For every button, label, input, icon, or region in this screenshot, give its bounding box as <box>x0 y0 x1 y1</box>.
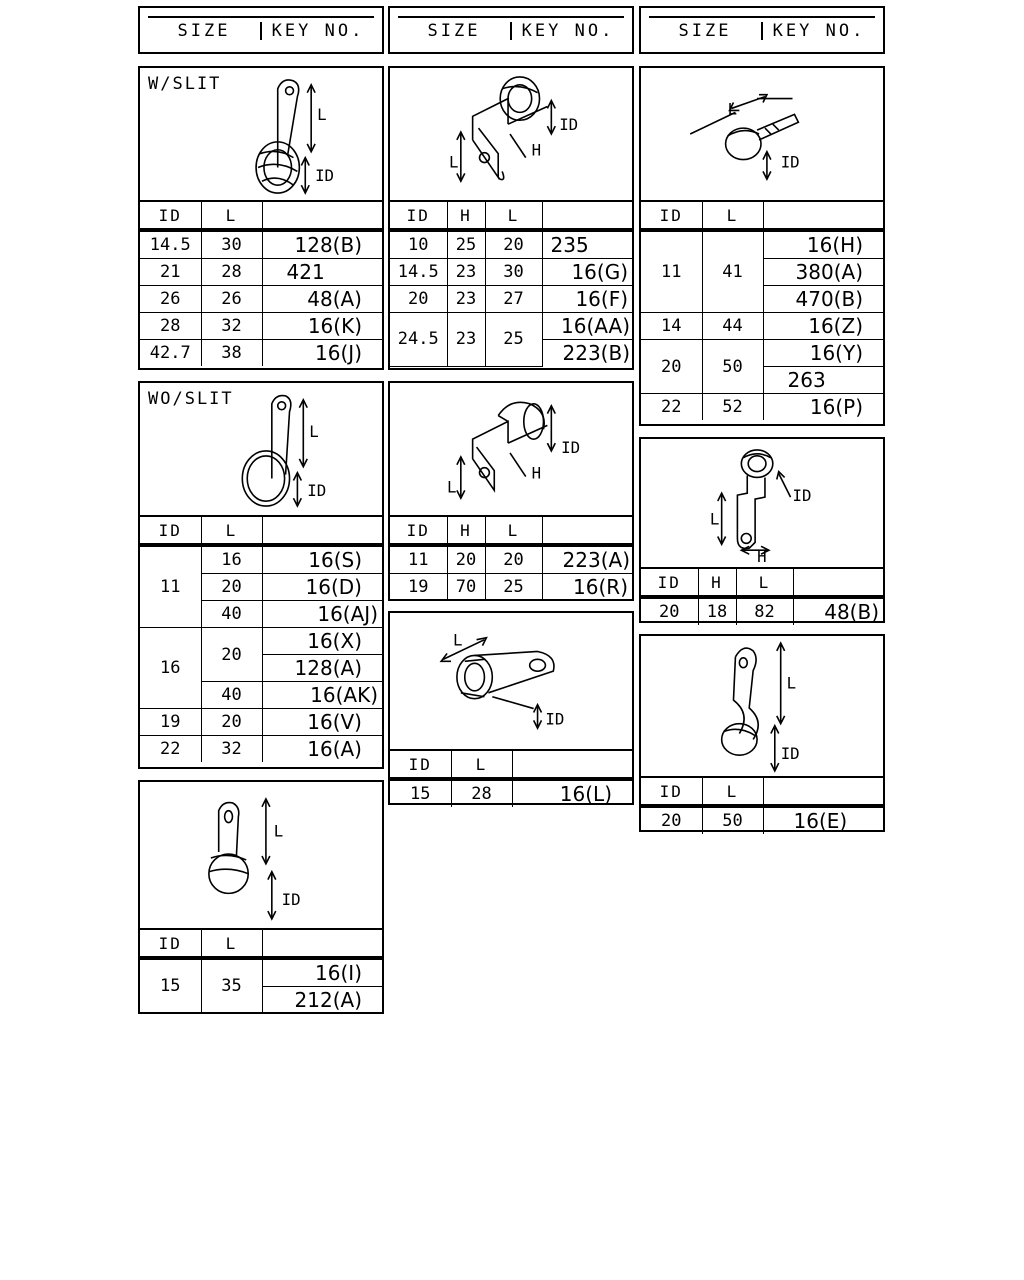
cell-h: 20 <box>447 545 485 574</box>
panel-w-slit <box>138 66 384 370</box>
bracket-slit-drawing <box>390 68 632 202</box>
table-row <box>641 597 883 625</box>
cell-key: 48(A) <box>262 286 382 313</box>
col-key <box>763 777 883 806</box>
cell-key: 16(H) <box>763 230 883 259</box>
cell-key: 16(X) <box>262 628 382 655</box>
spring-clip-drawing <box>140 782 382 928</box>
col-key <box>262 516 382 545</box>
cell-l: 41 <box>702 230 763 313</box>
dim-id-label: ID <box>561 437 581 457</box>
cushion-clamp-drawing <box>390 613 632 749</box>
cell-l: 20 <box>201 709 262 736</box>
cell-key: 16(S) <box>262 545 382 574</box>
dim-l-label: L <box>727 99 738 119</box>
cell-key: 128(A) <box>262 655 382 682</box>
panel-wo-slit-label: WO/SLIT <box>148 389 234 409</box>
cell-id: 21 <box>140 259 201 286</box>
cell-id: 20 <box>641 806 702 834</box>
table-row <box>140 230 382 259</box>
cell-key: 16(P) <box>763 394 883 421</box>
cell-l: 20 <box>201 574 262 601</box>
table-row <box>641 340 883 367</box>
cell-id: 28 <box>140 313 201 340</box>
cell-id: 19 <box>140 709 201 736</box>
cell-key: 128(B) <box>262 230 382 259</box>
cell-l: 50 <box>702 340 763 394</box>
cell-id: 15 <box>390 779 451 807</box>
panel-cushion-clamp <box>388 611 634 805</box>
cell-l: 25 <box>485 574 542 601</box>
col-id: ID <box>140 516 201 545</box>
col-id: ID <box>641 777 702 806</box>
panel-ring-clamp <box>639 66 885 426</box>
table-row <box>390 545 632 574</box>
bracket-plain-table <box>390 515 632 600</box>
col-id: ID <box>641 201 702 230</box>
cell-l: 20 <box>201 628 262 682</box>
table-row <box>140 628 382 655</box>
table-row <box>140 958 382 987</box>
header-key-label: KEY NO. <box>521 21 615 41</box>
cell-key: 223(B) <box>542 340 632 367</box>
col-l: L <box>702 777 763 806</box>
col-h: H <box>447 516 485 545</box>
cell-id: 22 <box>641 394 702 421</box>
table-row <box>140 545 382 574</box>
header-size-label: SIZE <box>649 22 763 40</box>
header-key-label: KEY NO. <box>271 21 365 41</box>
table-row <box>390 230 632 259</box>
cell-id: 10 <box>390 230 447 259</box>
col-id: ID <box>390 201 447 230</box>
col-l: L <box>485 516 542 545</box>
cell-l: 28 <box>451 779 512 807</box>
wo-slit-clamp-drawing <box>140 383 382 517</box>
cell-key: 16(J) <box>262 340 382 367</box>
dim-id-label: ID <box>559 115 579 135</box>
col-l: L <box>736 568 793 597</box>
cell-l: 28 <box>201 259 262 286</box>
cell-h: 23 <box>447 313 485 367</box>
dim-h-label: H <box>757 547 767 567</box>
panel-standoff-clamp <box>639 437 885 623</box>
cell-key: 16(R) <box>542 574 632 601</box>
table-row <box>140 736 382 763</box>
dim-id-label: ID <box>545 709 565 729</box>
dim-l-label: L <box>786 673 797 693</box>
table-row <box>641 806 883 834</box>
standoff-clamp-drawing <box>641 439 883 569</box>
dim-id-label: ID <box>792 486 812 506</box>
header-col-2 <box>388 6 634 54</box>
cell-key: 421 <box>262 259 382 286</box>
dim-l-label: L <box>709 509 720 529</box>
cell-id: 16 <box>140 628 201 709</box>
col-key <box>793 568 883 597</box>
cell-key: 16(I) <box>262 958 382 987</box>
dim-id-label: ID <box>307 481 327 501</box>
cell-h: 23 <box>447 286 485 313</box>
cell-id: 14.5 <box>140 230 201 259</box>
cell-l: 82 <box>736 597 793 625</box>
col-l: L <box>201 929 262 958</box>
standoff-clamp-table <box>641 567 883 625</box>
table-row <box>390 779 632 807</box>
cell-key: 16(G) <box>542 259 632 286</box>
col-key <box>763 201 883 230</box>
table-row <box>641 230 883 259</box>
col-l: L <box>485 201 542 230</box>
w-slit-clamp-drawing <box>140 68 382 202</box>
cell-id: 20 <box>641 597 698 625</box>
col-h: H <box>447 201 485 230</box>
dim-h-label: H <box>531 140 542 160</box>
header-key-label: KEY NO. <box>772 21 866 41</box>
col-l: L <box>201 516 262 545</box>
panel-w-slit-label: W/SLIT <box>148 74 222 94</box>
table-row <box>390 574 632 601</box>
cell-key: 16(Y) <box>763 340 883 367</box>
dim-id-label: ID <box>780 152 800 172</box>
cell-key: 16(AJ) <box>262 601 382 628</box>
panel-spring-clip <box>138 780 384 1014</box>
cell-key: 263 <box>763 367 883 394</box>
col-l: L <box>201 201 262 230</box>
col-id: ID <box>390 516 447 545</box>
wo-slit-table <box>140 515 382 762</box>
col-id: ID <box>140 201 201 230</box>
cell-id: 24.5 <box>390 313 447 367</box>
panel-p-clip <box>639 634 885 832</box>
cell-key: 16(V) <box>262 709 382 736</box>
dim-h-label: H <box>531 463 542 483</box>
cell-id: 42.7 <box>140 340 201 367</box>
cell-l: 40 <box>201 601 262 628</box>
cell-l: 38 <box>201 340 262 367</box>
panel-wo-slit <box>138 381 384 769</box>
table-row <box>390 259 632 286</box>
cell-key: 16(E) <box>763 806 883 834</box>
dim-id-label: ID <box>281 890 301 910</box>
cell-l: 32 <box>201 313 262 340</box>
cell-key: 16(AA) <box>542 313 632 340</box>
cell-h: 70 <box>447 574 485 601</box>
dim-id-label: ID <box>780 744 800 764</box>
col-id: ID <box>390 750 451 779</box>
cushion-clamp-table <box>390 749 632 807</box>
cell-l: 40 <box>201 682 262 709</box>
cell-l: 25 <box>485 313 542 367</box>
table-row <box>140 259 382 286</box>
cell-l: 27 <box>485 286 542 313</box>
cell-key: 16(Z) <box>763 313 883 340</box>
cell-h: 25 <box>447 230 485 259</box>
col-h: H <box>698 568 736 597</box>
dim-l-label: L <box>449 152 459 172</box>
table-row <box>140 313 382 340</box>
cell-key: 235 <box>542 230 632 259</box>
table-row <box>390 286 632 313</box>
col-key <box>512 750 632 779</box>
dim-l-label: L <box>447 477 457 497</box>
header-size-label: SIZE <box>398 22 512 40</box>
cell-id: 11 <box>641 230 702 313</box>
cell-h: 23 <box>447 259 485 286</box>
cell-id: 15 <box>140 958 201 1013</box>
cell-h: 18 <box>698 597 736 625</box>
p-clip-table <box>641 776 883 834</box>
cell-key: 16(K) <box>262 313 382 340</box>
dim-l-label: L <box>309 422 319 442</box>
cell-key: 16(A) <box>262 736 382 763</box>
cell-key: 380(A) <box>763 259 883 286</box>
ring-clamp-drawing <box>641 68 883 202</box>
bracket-plain-drawing <box>390 383 632 517</box>
dim-l-label: L <box>273 821 284 841</box>
cell-key: 212(A) <box>262 987 382 1014</box>
cell-l: 35 <box>201 958 262 1013</box>
cell-l: 44 <box>702 313 763 340</box>
cell-id: 11 <box>140 545 201 628</box>
cell-l: 30 <box>485 259 542 286</box>
table-row <box>641 394 883 421</box>
cell-l: 52 <box>702 394 763 421</box>
cell-id: 14 <box>641 313 702 340</box>
cell-id: 11 <box>390 545 447 574</box>
dim-l-label: L <box>452 630 463 650</box>
table-row <box>140 340 382 367</box>
dim-id-label: ID <box>315 166 335 186</box>
col-id: ID <box>641 568 698 597</box>
cell-key: 48(B) <box>793 597 883 625</box>
cell-l: 32 <box>201 736 262 763</box>
col-id: ID <box>140 929 201 958</box>
bracket-slit-table <box>390 200 632 367</box>
col-key <box>262 201 382 230</box>
cell-key: 223(A) <box>542 545 632 574</box>
table-row <box>641 313 883 340</box>
header-size-label: SIZE <box>148 22 262 40</box>
col-key <box>542 201 632 230</box>
panel-bracket-plain <box>388 381 634 601</box>
cell-id: 20 <box>641 340 702 394</box>
cell-l: 16 <box>201 545 262 574</box>
cell-id: 19 <box>390 574 447 601</box>
cell-id: 20 <box>390 286 447 313</box>
header-col-3 <box>639 6 885 54</box>
cell-key: 16(AK) <box>262 682 382 709</box>
cell-l: 50 <box>702 806 763 834</box>
p-clip-drawing <box>641 636 883 776</box>
ring-clamp-table <box>641 200 883 420</box>
cell-l: 20 <box>485 545 542 574</box>
w-slit-table <box>140 200 382 366</box>
col-l: L <box>702 201 763 230</box>
cell-l: 30 <box>201 230 262 259</box>
table-row <box>140 286 382 313</box>
col-l: L <box>451 750 512 779</box>
table-row <box>140 709 382 736</box>
spring-clip-table <box>140 928 382 1014</box>
table-row <box>390 313 632 340</box>
cell-l: 20 <box>485 230 542 259</box>
cell-id: 26 <box>140 286 201 313</box>
cell-key: 470(B) <box>763 286 883 313</box>
header-col-1 <box>138 6 384 54</box>
cell-l: 26 <box>201 286 262 313</box>
col-key <box>542 516 632 545</box>
dim-l-label: L <box>317 105 327 125</box>
cell-key: 16(L) <box>512 779 632 807</box>
cell-id: 22 <box>140 736 201 763</box>
cell-key: 16(D) <box>262 574 382 601</box>
col-key <box>262 929 382 958</box>
cell-key: 16(F) <box>542 286 632 313</box>
panel-bracket-slit <box>388 66 634 370</box>
cell-id: 14.5 <box>390 259 447 286</box>
